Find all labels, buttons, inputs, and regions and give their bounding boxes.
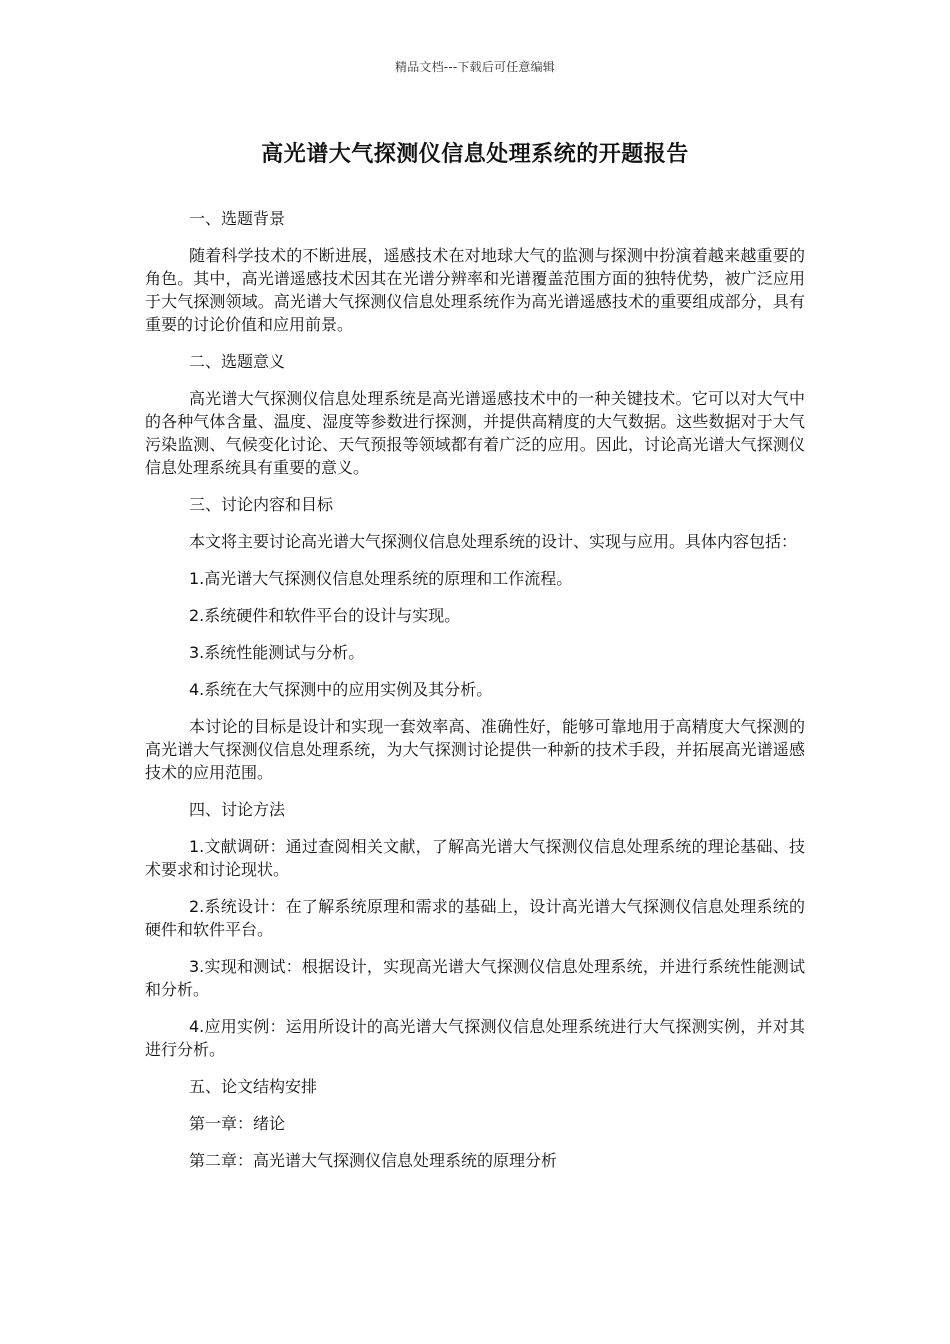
- list-item-method-2: 2.系统设计：在了解系统原理和需求的基础上，设计高光谱大气探测仪信息处理系统的硬件和软件平台。: [145, 897, 805, 939]
- paragraph-significance: 高光谱大气探测仪信息处理系统是高光谱遥感技术中的一种关键技术。它可以对大气中的各种气体含量、温度、湿度等参数进行探测，并提供高精度的大气数据。这些数据对于大气污染监测、气候变化讨论、天气预报等领域都有着广泛的应用。因此，讨论高光谱大气探测仪信息处理系统具有重要的意义。: [145, 389, 805, 477]
- list-item-content-1: 1.高光谱大气探测仪信息处理系统的原理和工作流程。: [189, 569, 573, 588]
- chapter-item-1: 第一章：绪论: [189, 1114, 286, 1133]
- document-title: 高光谱大气探测仪信息处理系统的开题报告: [261, 142, 689, 167]
- list-item-method-1: 1.文献调研：通过查阅相关文献，了解高光谱大气探测仪信息处理系统的理论基础、技术要求和讨论现状。: [145, 837, 805, 879]
- section-heading-significance: 二、选题意义: [189, 352, 286, 371]
- section-heading-methods: 四、讨论方法: [189, 800, 286, 819]
- paragraph-goals: 本讨论的目标是设计和实现一套效率高、准确性好，能够可靠地用于高精度大气探测的高光谱大气探测仪信息处理系统，为大气探测讨论提供一种新的技术手段，并拓展高光谱遥感技术的应用范围。: [145, 717, 805, 782]
- header-note: 精品文档---下载后可任意编辑: [395, 60, 555, 74]
- document-body: [145, 207, 805, 1186]
- section-heading-content-goals: 三、讨论内容和目标: [189, 495, 334, 514]
- list-item-content-3: 3.系统性能测试与分析。: [189, 643, 365, 662]
- chapter-item-2: 第二章：高光谱大气探测仪信息处理系统的原理分析: [189, 1151, 558, 1170]
- section-heading-background: 一、选题背景: [189, 209, 286, 228]
- list-item-method-4: 4.应用实例：运用所设计的高光谱大气探测仪信息处理系统进行大气探测实例，并对其进行分析。: [145, 1017, 805, 1059]
- section-heading-structure: 五、论文结构安排: [189, 1077, 318, 1096]
- list-item-method-3: 3.实现和测试：根据设计，实现高光谱大气探测仪信息处理系统，并进行系统性能测试和分析。: [145, 957, 805, 999]
- paragraph-content-intro: 本文将主要讨论高光谱大气探测仪信息处理系统的设计、实现与应用。具体内容包括：: [189, 532, 798, 551]
- list-item-content-2: 2.系统硬件和软件平台的设计与实现。: [189, 606, 461, 625]
- paragraph-background: 随着科学技术的不断进展，遥感技术在对地球大气的监测与探测中扮演着越来越重要的角色。其中，高光谱遥感技术因其在光谱分辨率和光谱覆盖范围方面的独特优势，被广泛应用于大气探测领域。高光谱大气探测仪信息处理系统作为高光谱遥感技术的重要组成部分，具有重要的讨论价值和应用前景。: [145, 246, 805, 334]
- list-item-content-4: 4.系统在大气探测中的应用实例及其分析。: [189, 680, 493, 699]
